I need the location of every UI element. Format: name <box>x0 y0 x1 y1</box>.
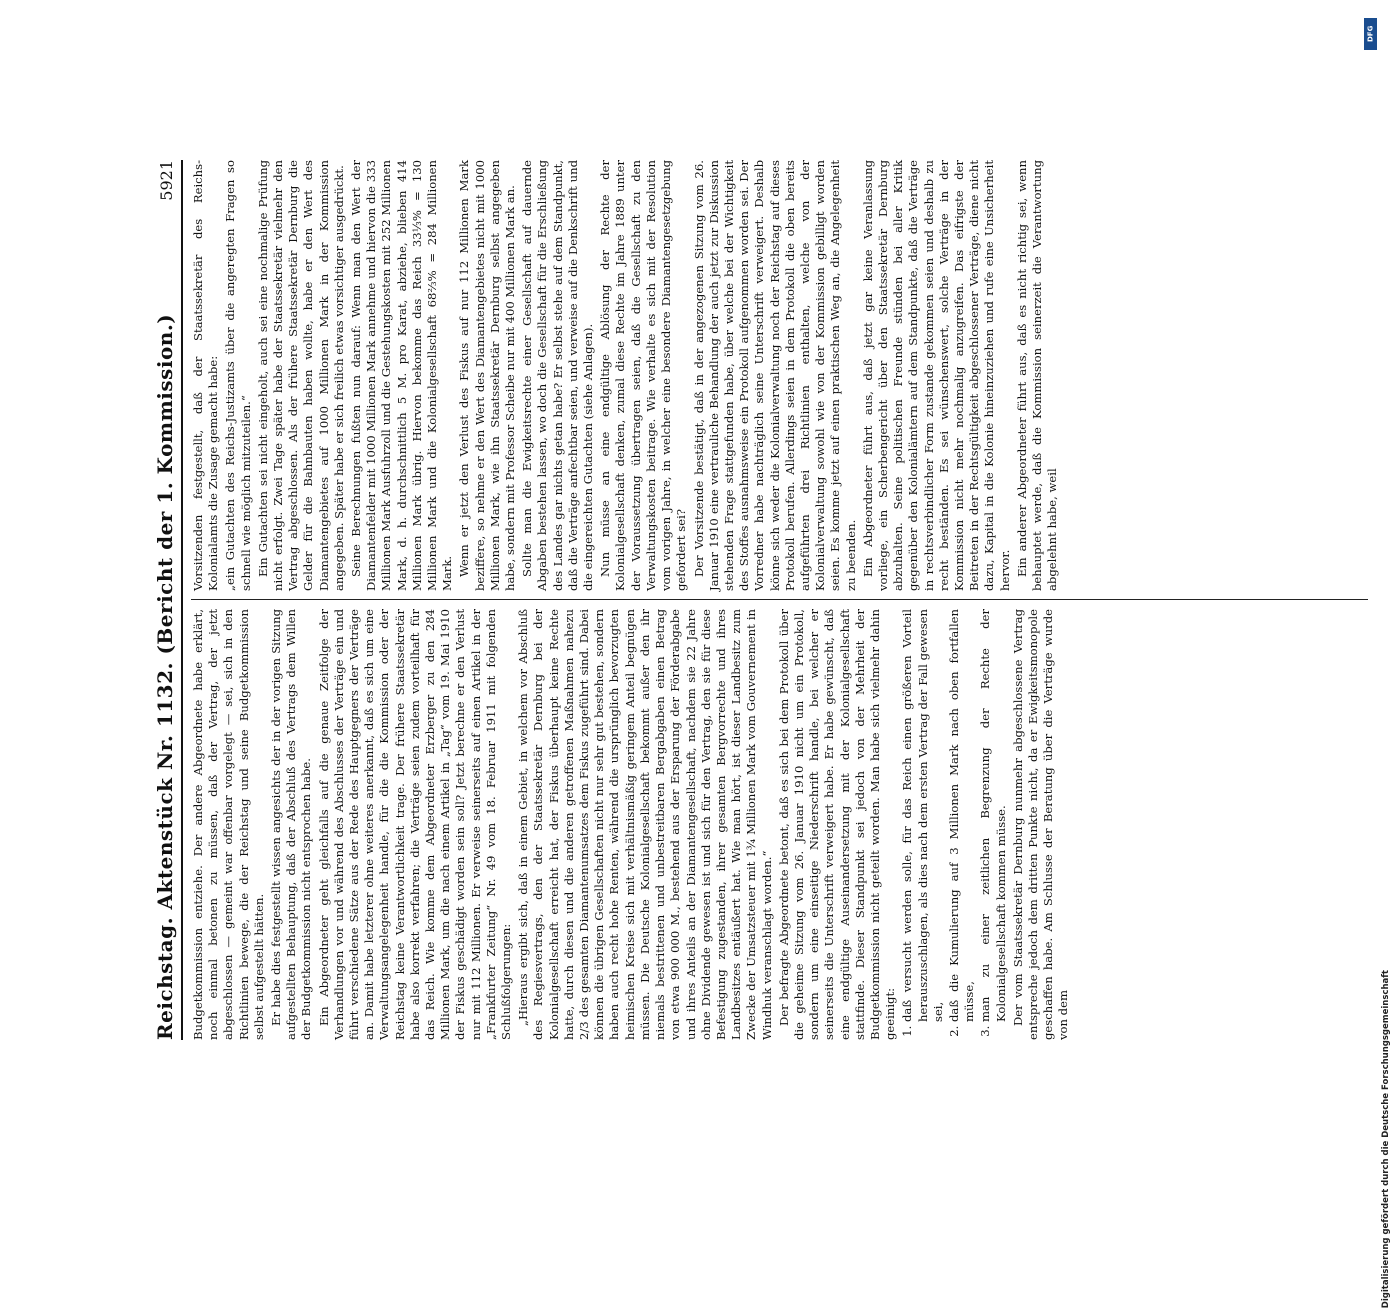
text-columns <box>191 160 1368 1040</box>
text-column-left <box>191 609 1368 1040</box>
paragraph: Ein Abgeordneter geht gleichfalls auf die genaue Zeitfolge der Verhandlungen vor und während des Abschlusses der Verträge ein und führt verschiedene Sätze aus der Rede des Hauptgegners der Verträge an. Damit habe letzterer ohne weiteres anerkannt, daß es sich um eine Verwaltungsangelegenheit handle, für die die Kommission oder der Reichstag keine Verantwortlichkeit trage. Der frühere Staatssekretär habe also korrekt verfahren; die Verträge seien zudem vorteilhaft für das Reich. Wie komme dem Abgeordneter Erzberger zu den 284 Millionen Mark, um die nach einem Artikel in „Tag“ vom 19. Mai 1910 der Fiskus geschädigt worden sein soll? Jetzt berechne er den Verlust nur mit 112 Millionen. Er verweise seinerseits auf einen Artikel in der „Frankfurter Zeitung“ Nr. 49 vom 18. Februar 1911 mit folgenden Schlußfolgerungen: <box>316 609 514 1040</box>
paragraph: Wenn er jetzt den Verlust des Fiskus auf nur 112 Millionen Mark beziffere, so nehme er den Wert des Diamantengebietes nicht mit 1000 Millionen Mark, wie ihn Staatssekretär Dernburg selbst angegeben habe, sondern mit Professor Scheibe nur mit 400 Millionen Mark an. <box>457 160 518 591</box>
paragraph: Er habe dies festgestellt wissen angesichts der in der vorigen Sitzung aufgestellten Behauptung, daß der Abschluß des Vertrags dem Willen der Budgetkommission nicht entsprochen habe. <box>269 609 314 1040</box>
paragraph: Der Vorsitzende bestätigt, daß in der angezogenen Sitzung vom 26. Januar 1910 eine vertrauliche Behandlung der auch jetzt zur Diskussion stehenden Frage stattgefunden habe, über welche bei der Wichtigkeit des Stoffes ausnahmsweise ein Protokoll aufgenommen worden sei. Der Vorredner habe nachträglich seine Unterschrift verweigert. Deshalb könne sich weder die Kolonialverwaltung noch der Reichstag auf dieses Protokoll berufen. Allerdings seien in dem Protokoll die oben bereits aufgeführten drei Richtlinien enthalten, welche von der Kolonialverwaltung sowohl wie von der Kommission gebilligt worden seien. Es komme jetzt auf einen praktischen Weg an, die Angelegenheit zu beenden. <box>691 160 858 591</box>
quotation: „ein Gutachten des Reichs-Justizamts über die angeregten Fragen so schnell wie möglich mitzuteilen.“ <box>223 160 253 591</box>
document-page <box>153 160 1368 1040</box>
column-divider <box>191 599 1368 600</box>
paragraph: Nun müsse an eine endgültige Ablösung der Rechte der Kolonialgesellschaft denken, zumal diese Rechte im Jahre 1889 unter der Voraussetzung übertragen seien, daß die Gesellschaft zu den Verwaltungskosten beitrage. Wie verhalte es sich mit der Resolution vom vorigen Jahre, in welcher eine besondere Diamantengesetzgebung gefordert sei? <box>598 160 689 591</box>
list-item: 1. daß versucht werden solle, für das Reich einen größeren Vorteil herauszuschlagen, als dies nach dem ersten Vertrag der Fall gewesen sei, <box>900 609 946 1022</box>
paragraph: Ein Gutachten sei nicht eingeholt, auch sei eine nochmalige Prüfung nicht erfolgt. Zwei Tage später habe der Staatssekretär vielmehr den Vertrag abgeschlossen. Als der frühere Staatssekretär Dernburg die Gelder für die Bahnbauten haben wollte, habe er den Wert des Diamantengebietes auf 1000 Millionen Mark in der Kommission angegeben. Später habe er sich freilich etwas vorsichtiger ausgedrückt. <box>255 160 346 591</box>
digitization-sidebar <box>1361 10 1391 1308</box>
paragraph: „Hieraus ergibt sich, daß in einem Gebiet, in welchem vor Abschluß des Regiesvertrags, den der Staatssekretär Dernburg bei der Kolonialgesellschaft erreicht hat, der Fiskus überhaupt keine Rechte hatte, durch diesen und die anderen getroffenen Maßnahmen nahezu 2/3 des gesamten Diamantenumsatzes dem Fiskus zugeführt sind. Dabei können die übrigen Gesellschaften nicht nur sehr gut bestehen, sondern haben auch recht hohe Renten, während die ursprünglich bevorzugten heimischen Kreise sich mit verhältnismäßig geringem Anteil begnügen müssen. Die Deutsche Kolonialgesellschaft bekommt außer den ihr niemals bestrittenen und unbestreitbaren Bergabgaben einen Betrag von etwa 900 000 M., bestehend aus der Ersparung der Förderabgabe und ihres Anteils an der Diamantengesellschaft, nachdem sie 22 Jahre ohne Dividende gewesen ist und sich für den Vertrag, den sie für diese Befestigung zugestanden, ihrer gesamten Bergvorrechte und ihres Landbesitzes entäußert hat. Wie man hört, ist dieser Landbesitz zum Zwecke der Umsatzsteuer mit 1¾ Millionen Mark vom Gouvernement in Windhuk veranschlagt worden.“ <box>516 609 774 1040</box>
digitization-credit: Digitalisierung gefördert durch die Deutsche Forschungsgemeinschaft <box>1381 970 1391 1308</box>
text-column-right <box>191 160 1368 591</box>
paragraph: Der vom Staatssekretär Dernburg nunmehr abgeschlossene Vertrag entspreche jedoch dem dritten Punkte nicht, da er Ewigkeitsmonopole geschaffen habe. Am Schlusse der Beratung über die Verträge wurde von dem <box>1010 609 1071 1040</box>
paragraph: Der befragte Abgeordnete betont, daß es sich bei dem Protokoll über die geheime Sitzung vom 26. Januar 1910 nicht um ein Protokoll, sondern um eine einseitige Niederschrift handle, bei welcher er seinerseits die Unterschrift verweigert habe. Er habe gewünscht, daß eine endgültige Auseinandersetzung mit der Kolonialgesellschaft stattfinde. Dieser Standpunkt sei jedoch von der Mehrheit der Budgetkommission nicht geteilt worden. Man habe sich vielmehr dahin geeinigt: <box>776 609 898 1040</box>
paragraph: Vorsitzenden festgestellt, daß der Staatssekretär des Reichs-Kolonialamts die Zusage gemacht habe: <box>191 160 221 591</box>
list-item: 3. man zu einer zeitlichen Begrenzung der Rechte der Kolonialgesellschaft kommen müsse. <box>978 609 1008 1022</box>
page-header <box>153 160 183 1040</box>
numbered-list <box>900 609 1008 1022</box>
dfg-logo: DFG <box>1364 18 1377 50</box>
paragraph: Ein anderer Abgeordneter führt aus, daß es nicht richtig sei, wenn behauptet werde, daß die Kommission seinerzeit die Verantwortung abgelehnt habe, weil <box>1014 160 1060 591</box>
page-number: 5921 <box>157 160 176 201</box>
paragraph: Sollte man die Ewigkeitsrechte einer Gesellschaft auf dauernde Abgaben bestehen lassen, wo doch die Gesellschaft für die Erschließung des Landes gar nichts getan habe? Er selbst stehe auf dem Standpunkt, daß die Verträge anfechtbar seien, und verweise auf die Denkschrift und die eingereichten Gutachten (siehe Anlagen). <box>520 160 596 591</box>
paragraph: Budgetkommission entziehe. Der andere Abgeordnete habe erklärt, noch einmal betonen zu müssen, daß der Vertrag, der jetzt abgeschlossen — gemeint war offenbar vorgelegt — sei, sich in den Richtlinien bewege, die der Reichstag und seine Budgetkommission selbst aufgestellt hätten. <box>191 609 266 1040</box>
paragraph: Seine Berechnungen fußten nun darauf: Wenn man den Wert der Diamantenfelder mit 1000 Millionen Mark annehme und hiervon die 333 Millionen Mark Ausfuhrzoll und die Gestehungskosten mit 252 Millionen Mark, d. h. durchschnittlich 5 M. pro Karat, abziehe, blieben 414 Millionen Mark übrig. Hiervon bekomme das Reich 33⅓% = 130 Millionen Mark und die Kolonialgesellschaft 68⅔% = 284 Millionen Mark. <box>349 160 455 591</box>
rotated-page-content <box>125 120 1385 1080</box>
list-item: 2. daß die Kumulierung auf 3 Millionen Mark nach oben fortfallen müsse, <box>947 609 977 1022</box>
page-header-title: Reichstag. Aktenstück Nr. 1132. (Bericht der 1. Kommission.) <box>153 313 177 1040</box>
paragraph: Ein Abgeordneter führt aus, daß jetzt gar keine Veranlassung vorliege, ein Scherbengericht über den Staatssekretär Dernburg abzuhalten. Seine politischen Freunde stünden bei aller Kritik gegenüber den Kolonialämtern auf dem Standpunkte, daß die Verträge in rechtsverbindlicher Form zustande gekommen seien und deshalb zu recht beständen. Es sei wünschenswert, solche Verträge in der Kommission nicht mehr nochmalig anzugreifen. Das eifrigste der Beitreten in der Rechtsgültigkeit abgeschlossener Verträge, diene nicht dazu, Kapital in die Kolonie hineinzuziehen und rufe eine Unsicherheit hervor. <box>860 160 1012 591</box>
